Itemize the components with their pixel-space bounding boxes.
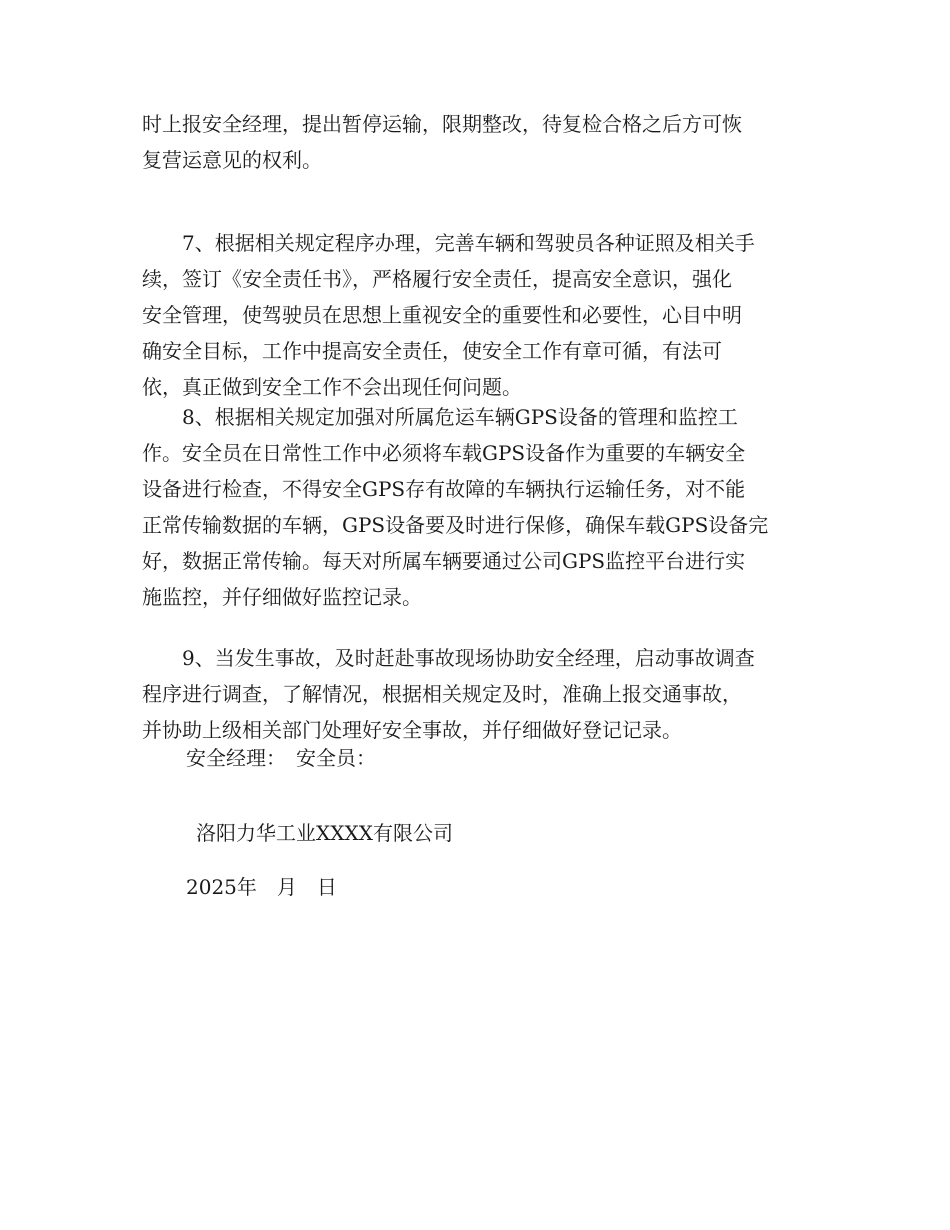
text-line: 设备进行检查，不得安全GPS存有故障的车辆执行运输任务，对不能 xyxy=(142,477,746,501)
text-line: 好，数据正常传输。每天对所属车辆要通过公司GPS监控平台进行实 xyxy=(142,549,746,573)
text-line: 确安全目标，工作中提高安全责任，使安全工作有章可循，有法可 xyxy=(142,339,722,363)
paragraph-7 xyxy=(142,225,810,405)
text-line: 依，真正做到安全工作不会出现任何问题。 xyxy=(142,375,522,399)
text-line: 并协助上级相关部门处理好安全事故，并仔细做好登记记录。 xyxy=(142,718,682,742)
text-line: 复营运意见的权利。 xyxy=(142,148,322,172)
text-line: 施监控，并仔细做好监控记录。 xyxy=(142,585,422,609)
text-line: 9、当发生事故，及时赶赴事故现场协助安全经理，启动事故调查 xyxy=(142,646,755,670)
text-line: 7、根据相关规定程序办理，完善车辆和驾驶员各种证照及相关手 xyxy=(142,231,755,255)
text-line: 正常传输数据的车辆，GPS设备要及时进行保修，确保车载GPS设备完 xyxy=(142,513,769,537)
paragraph-continued xyxy=(142,106,810,178)
paragraph-9 xyxy=(142,640,810,748)
paragraph-8 xyxy=(142,399,810,615)
date-line: 2025年 月 日 xyxy=(186,875,337,899)
company-name: 洛阳力华工业XXXX有限公司 xyxy=(196,821,453,845)
text-line: 程序进行调查，了解情况，根据相关规定及时，准确上报交通事故， xyxy=(142,682,742,706)
text-line: 续，签订《安全责任书》，严格履行安全责任，提高安全意识，强化 xyxy=(142,267,732,291)
text-line: 安全管理，使驾驶员在思想上重视安全的重要性和必要性，心目中明 xyxy=(142,303,742,327)
signature-line: 安全经理： 安全员： xyxy=(186,746,376,770)
text-line: 8、根据相关规定加强对所属危运车辆GPS设备的管理和监控工 xyxy=(142,405,738,429)
text-line: 作。安全员在日常性工作中必须将车载GPS设备作为重要的车辆安全 xyxy=(142,441,746,465)
text-line: 时上报安全经理，提出暂停运输，限期整改，待复检合格之后方可恢 xyxy=(142,112,742,136)
